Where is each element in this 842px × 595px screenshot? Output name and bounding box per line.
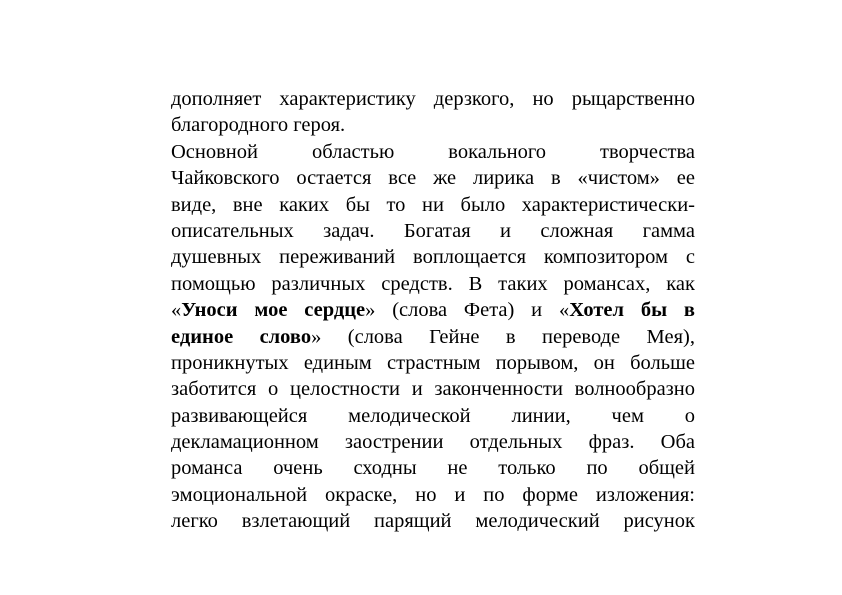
text-line: развивающейся мелодической линии, чем о	[171, 404, 695, 427]
text-line: Основной областью вокального творчества	[171, 140, 695, 163]
text-line: проникнутых единым страстным порывом, он больше	[171, 351, 695, 374]
text-line	[171, 297, 695, 323]
text-line: дополняет характеристику дерзкого, но рыцарственно	[171, 88, 695, 110]
romance-title-khotel-part1: Хотел бы в	[569, 299, 695, 322]
romance-title-uносi: Уноси мое сердце	[181, 299, 366, 322]
text-line: заботится о целостности и законченности волнообразно	[171, 378, 695, 401]
text-line: благородного героя.	[171, 114, 346, 137]
text-line: душевных переживаний воплощается композитором с	[171, 246, 695, 269]
text-line: помощью различных средств. В таких романсах, как	[171, 272, 695, 295]
text-line: эмоциональной окраске, но и по форме изложения:	[171, 483, 695, 506]
text-line	[171, 324, 695, 350]
text-span: «	[171, 299, 182, 322]
text-span: » (слова Фета) и «	[365, 299, 570, 322]
text-line: декламационном заострении отдельных фраз. Оба	[171, 431, 695, 454]
text-line: описательных задач. Богатая и сложная гамма	[171, 219, 695, 242]
body-text	[171, 86, 695, 535]
text-line: виде, вне каких бы то ни было характеристически-	[171, 193, 695, 216]
romance-title-khotel-part2: единое слово	[171, 325, 312, 348]
text-span: » (слова Гейне в переводе Мея),	[311, 325, 695, 348]
text-line: Чайковского остается все же лирика в «чистом» ее	[171, 167, 695, 190]
text-line: романса очень сходны не только по общей	[171, 457, 695, 480]
text-line: легко взлетающий парящий мелодический рисунок	[171, 510, 695, 533]
